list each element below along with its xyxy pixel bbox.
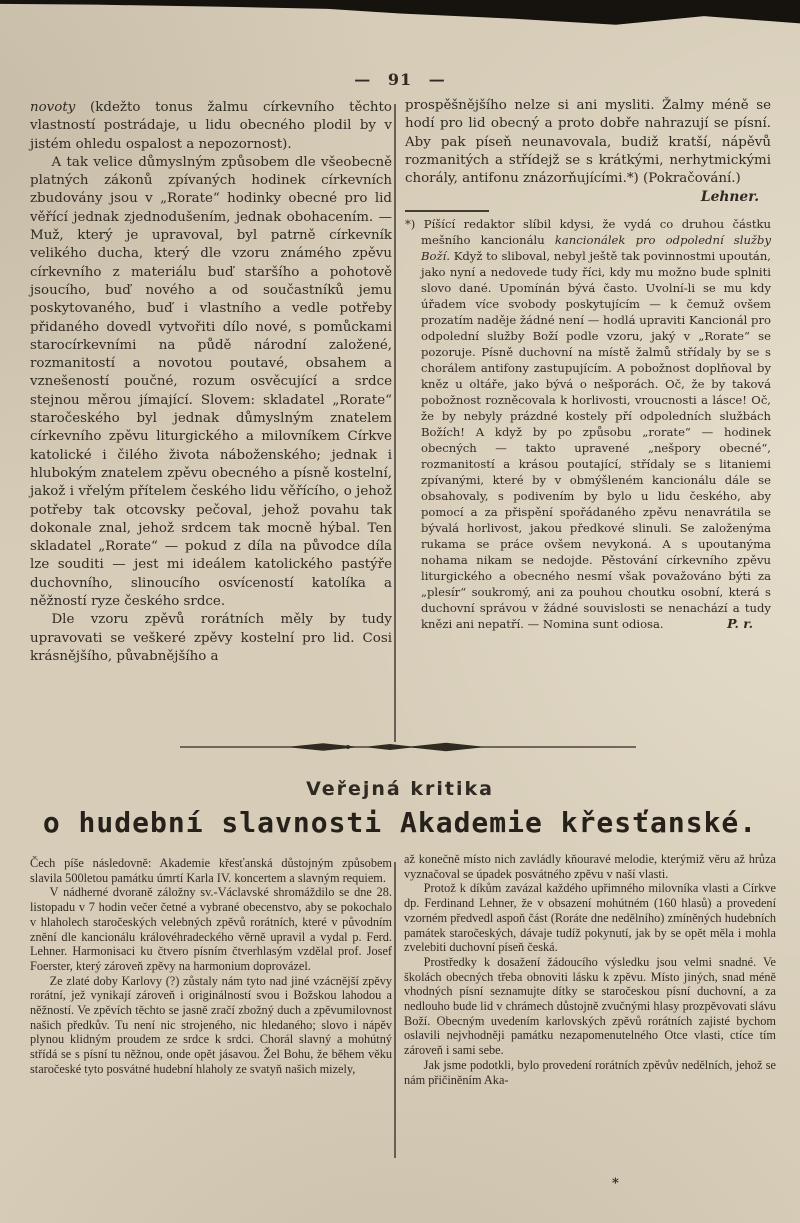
- page-number: — 91 —: [354, 70, 446, 89]
- paragraph: Protož k díkům zavázal každého upřimného milovníka vlasti a Církve dp. Ferdinand Lehner, že v obsazení mohútném (160 hlasů) a provedení vzorném předvedl aspoň část (Roráte dne nedělního) zmíněných hudebních památek staročeských, dávaje tudíž pokynutí, jak by se opět měla i mohla zvelebiti duchovní píseň česká.: [404, 881, 776, 955]
- footnote-text-2: Když to sliboval, nebyl ještě tak povinnostmi upoután, jako nyní a nedovede tudy říci, kdy mu možno bude splniti slovo dané. Upomínán bývá často. Uvolní-li se mu kdy úřadem více svobody poskytujícím — k čemuž ovšem prozatím naděje žádné není — hodlá upraviti Kancionál pro odpolední služby Boží podle vzoru, jaký v „Rorate“ se pozoruje. Písně duchovní na místě žalmů střídaly by se s chorálem antifony zastupujícím. A pobožnost doplňoval by kněz u oltáře, jako bývá o nešporách. Oč, že by taková pobožnost rozněcovala k horlivosti, vroucnosti a lásce! Oč, že by nebyly prázdné kostely pří odpoledních službách Božích! A když by po způsobu „rorate“ — hodinek obecných — takto upravené „nešpory obecné“, rozmanitostí a krásou poutající, střídaly se s litaniemi zpívanými, které by v obmýšleném kancionálu dále se obsahovaly, s podivením by bylo u lidu českého, aby pomocí a za přispění spořádaného zpěvu nenavrátila se bývalá horlivost, jakou předkové slinuli. Se založenýma rukama se práce ovšem nevykoná. A s upoutanýma nohama nikam se nedojde. Pěstování církevního zpěvu liturgického a obecného nesmí však považováno býti za „plesír“ soukromý, ani za pouhou choutku osobní, která s duchovní správou v žádné souvislosti se nenachází a tudy knězi ani nepatří. — Nomina sunt odiosa.: [421, 248, 771, 631]
- paragraph: A tak velice důmyslným způsobem dle všeobecně platných zákonů zpívaných hodinek církevních zbudovány jsou v „Rorate“ hodinky obecné pro lid věřící jednak zjednodušením, jednak obohacením. — Muž, který je upravoval, byl patrně církevník velikého ducha, který dle vzoru známého zpěvu církevního z materiálu buď staršího a pohotově jsoucího, buď nového a od součastníků jemu poskytovaného, buď i vlastního a vedle potřeby přidaného dovedl vytvořiti dílo nové, s pomůckami starocírkevními na půdě národní založené, rozmanitostí a novotou poutavé, obsahem a vznešeností poučné, rozum osvěcující a srdce stejnou měrou jímající. Slovem: skladatel „Rorate“ staročeského byl jednak důmyslným znatelem církevního zpěvu liturgického a milovníkem Církve katolické i čilého života náboženského; jednak i hlubokým znatelem zpěvu obecného a písně kostelní, jakož i vřelým přítelem českého lidu věřícího, o jehož potřeby tak otcovsky pečoval, jehož povahu tak dokonale znal, jehož srdcem tak mocně hýbal. Ten skladatel „Rorate“ — pokud z díla na původce díla lze souditi — jest mi ideálem katolického pastýře duchovního, slinoucího osvíceností katolíka a něžností ryze českého srdce.: [30, 154, 392, 610]
- article-kicker: Veřejná kritika: [306, 778, 494, 800]
- column-divider-rule-top: [394, 104, 396, 742]
- footnote-text-italic: kancionálek pro odpolední služby Boží.: [421, 232, 772, 263]
- top-right-column: [405, 97, 771, 631]
- article-right-column: [404, 852, 776, 1087]
- continuation-note: (Pokračování.): [643, 171, 741, 187]
- paragraph: Ze zlaté doby Karlovy (?) zůstaly nám tyto nad jiné vzácnější zpěvy rorátní, jež vynikají zároveň i originálností svou i Božskou lahodou a něžností. Ve zpěvích těchto se jasně zračí zbožný duch a zpěvumilovnost našich předkův. Tu není nic strojeného, nic hledaného; slovo i nápěv plynou klidným proudem ze srdce k srdci. Chorál slavný a mohútný střídá se s písní tu něžnou, onde opět jásavou. Žel Bohu, že během věku staročeské tyto posvátné hudební hlaholy ze svatyň našich mizely,: [30, 973, 392, 1076]
- paragraph: Čech píše následovně: Akademie křesťanská důstojným způsobem slavila 500letou památku úmrtí Karla IV. koncertem a slavným requiem.: [30, 856, 392, 885]
- lead-word-italic: novoty: [30, 100, 76, 115]
- footnote-text-1: Píšící redaktor slíbil kdysi, že vydá co druhou částku mešního kancionálu: [415, 216, 771, 247]
- section-divider-ornament: [178, 740, 638, 754]
- paragraph: až konečně místo nich zavládly kňouravé melodie, kterýmiž věru až hrůza vyznačoval se úpadek posvátného zpěvu v naší vlasti.: [404, 852, 776, 881]
- column-divider-rule-lower: [394, 862, 396, 1158]
- main-text: prospěšnějšího nelze si ani mysliti. Žalmy méně se hodí pro lid obecný a proto dobře nahrazují se písní. Aby pak píseň neunavovala, budiž kratší, nápěvů rozmanitých a střídejž se s krátkými, nerhytmickými chorály, antifonu znázorňujícími.*): [405, 98, 771, 187]
- page-break-mark: *: [612, 1176, 619, 1191]
- footnote: [405, 216, 771, 632]
- scan-edge-artifact: [0, 0, 800, 26]
- footnote-separator-rule: [405, 210, 489, 212]
- paragraph-continuation: [30, 99, 392, 154]
- paragraph-continuation: [405, 97, 771, 188]
- paragraph: Dle vzoru zpěvů rorátních měly by tudy upravovati se veškeré zpěvy kostelní pro lid. Cosi krásnějšího, půvabnějšího a: [30, 612, 392, 664]
- author-signature: Lehner.: [700, 189, 759, 206]
- article-title: o hudební slavnosti Akademie křesťanské.: [42, 806, 758, 839]
- footnote-signature: P. r.: [727, 615, 753, 631]
- paragraph: Jak jsme podotkli, bylo provedení rorátních zpěvův nedělních, jehož se nám přičiněním Aka-: [404, 1057, 776, 1087]
- top-left-column: [30, 99, 392, 666]
- footnote-marker: *): [405, 216, 416, 231]
- paragraph: Prostředky k dosažení žádoucího výsledku jsou velmi snadné. Ve školách obecných třeba obnoviti lásku k zpěvu. Místo jiných, snad méně vhodných písní seznamujte dítky se staročeskou písní duchovní, a za nedlouho bude lid v chrámech důstojně zvučnými hlasy prozpěvovati slávu Boží. Obecným uvedením karlovských zpěvů rorátních zajisté bychom oslavili nejvhodněji památku nezapomenutelného Otce vlasti, ctíce tím zároveň i sami sebe.: [404, 954, 776, 1058]
- article-left-column: [30, 856, 392, 1077]
- paragraph: V nádherné dvoraně záložny sv.-Václavské shromáždilo se dne 28. listopadu v 7 hodin večer četné a vybrané obecenstvo, aby se pokochalo v hlaholech staročeských velebných zpěvů rorátních, které v původním znění dle kancionálu královéhradeckého věrně upravil a vydal p. Ferd. Lehner. Harmonisaci ku čtvero písním čtverhlasým vzdělal prof. Josef Foerster, který zároveň zpěvy na harmonium doprovázel.: [30, 885, 392, 973]
- lead-rest: (kdežto tonus žalmu církevního těchto vlastností postrádaje, u lidu obecného plodil by v jistém ohledu ospalost a nepozornost).: [30, 100, 392, 152]
